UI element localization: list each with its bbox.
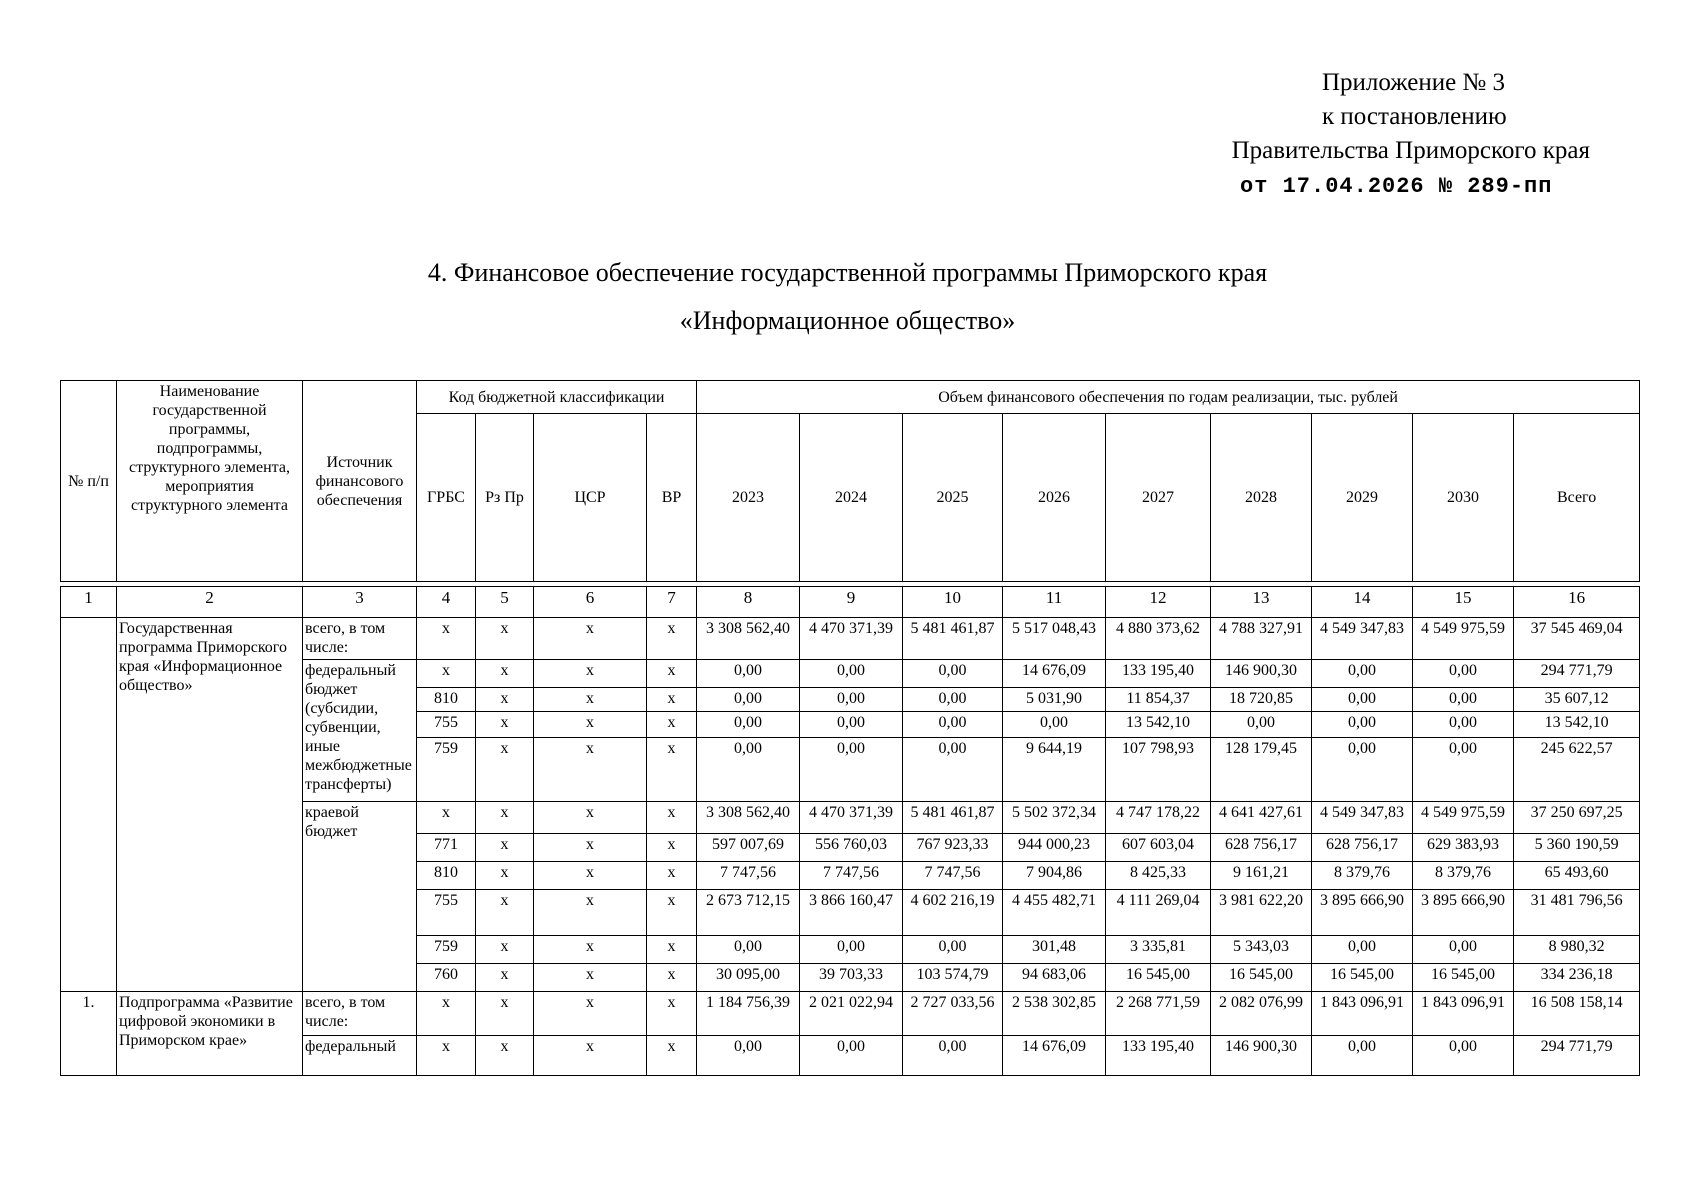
csr-cell: х bbox=[534, 688, 647, 712]
total-cell: 16 508 158,14 bbox=[1514, 992, 1640, 1036]
year-value-cell: 3 981 622,20 bbox=[1211, 890, 1312, 936]
header-csr: ЦСР bbox=[534, 414, 647, 582]
year-value-cell: 0,00 bbox=[800, 712, 903, 738]
year-value-cell: 4 549 347,83 bbox=[1312, 802, 1413, 834]
rzpr-cell: х bbox=[476, 890, 534, 936]
csr-cell: х bbox=[534, 802, 647, 834]
year-value-cell: 2 268 771,59 bbox=[1106, 992, 1211, 1036]
vr-cell: х bbox=[647, 890, 697, 936]
csr-cell: х bbox=[534, 738, 647, 802]
year-value-cell: 8 379,76 bbox=[1312, 862, 1413, 890]
year-value-cell: 0,00 bbox=[1312, 738, 1413, 802]
grbs-cell: 810 bbox=[417, 688, 476, 712]
year-value-cell: 14 676,09 bbox=[1003, 660, 1106, 688]
year-value-cell: 9 161,21 bbox=[1211, 862, 1312, 890]
csr-cell: х bbox=[534, 964, 647, 992]
year-value-cell: 133 195,40 bbox=[1106, 660, 1211, 688]
year-value-cell: 3 895 666,90 bbox=[1312, 890, 1413, 936]
rzpr-cell: х bbox=[476, 712, 534, 738]
year-value-cell: 5 502 372,34 bbox=[1003, 802, 1106, 834]
csr-cell: х bbox=[534, 862, 647, 890]
appendix-authority: Правительства Приморского края bbox=[1231, 137, 1590, 164]
csr-cell: х bbox=[534, 1036, 647, 1076]
rzpr-cell: х bbox=[476, 738, 534, 802]
year-value-cell: 0,00 bbox=[1312, 688, 1413, 712]
year-value-cell: 944 000,23 bbox=[1003, 834, 1106, 862]
year-value-cell: 4 549 347,83 bbox=[1312, 618, 1413, 660]
year-value-cell: 2 538 302,85 bbox=[1003, 992, 1106, 1036]
year-value-cell: 628 756,17 bbox=[1211, 834, 1312, 862]
rzpr-cell: х bbox=[476, 936, 534, 964]
table-row bbox=[61, 992, 1640, 1036]
grbs-cell: х bbox=[417, 1036, 476, 1076]
year-value-cell: 607 603,04 bbox=[1106, 834, 1211, 862]
vr-cell: х bbox=[647, 834, 697, 862]
csr-cell: х bbox=[534, 936, 647, 964]
csr-cell: х bbox=[534, 660, 647, 688]
rzpr-cell: х bbox=[476, 834, 534, 862]
year-value-cell: 0,00 bbox=[1413, 712, 1514, 738]
header-2027: 2027 bbox=[1106, 414, 1211, 582]
year-value-cell: 2 727 033,56 bbox=[903, 992, 1003, 1036]
subprogram-name-cell: Подпрограмма «Развитие цифровой экономики в Приморском крае» bbox=[117, 992, 303, 1076]
year-value-cell: 0,00 bbox=[1003, 712, 1106, 738]
grbs-cell: 755 bbox=[417, 890, 476, 936]
year-value-cell: 16 545,00 bbox=[1211, 964, 1312, 992]
year-value-cell: 4 602 216,19 bbox=[903, 890, 1003, 936]
header-2029: 2029 bbox=[1312, 414, 1413, 582]
year-value-cell: 5 481 461,87 bbox=[903, 802, 1003, 834]
vr-cell: х bbox=[647, 688, 697, 712]
year-value-cell: 0,00 bbox=[1413, 1036, 1514, 1076]
total-cell: 294 771,79 bbox=[1514, 1036, 1640, 1076]
header-2028: 2028 bbox=[1211, 414, 1312, 582]
grbs-cell: 755 bbox=[417, 712, 476, 738]
year-value-cell: 4 470 371,39 bbox=[800, 802, 903, 834]
year-value-cell: 16 545,00 bbox=[1106, 964, 1211, 992]
year-value-cell: 94 683,06 bbox=[1003, 964, 1106, 992]
year-value-cell: 4 641 427,61 bbox=[1211, 802, 1312, 834]
appendix-block bbox=[1170, 66, 1590, 204]
year-value-cell: 301,48 bbox=[1003, 936, 1106, 964]
year-value-cell: 0,00 bbox=[697, 1036, 800, 1076]
vr-cell: х bbox=[647, 992, 697, 1036]
year-value-cell: 2 082 076,99 bbox=[1211, 992, 1312, 1036]
year-value-cell: 103 574,79 bbox=[903, 964, 1003, 992]
total-cell: 37 545 469,04 bbox=[1514, 618, 1640, 660]
year-value-cell: 2 673 712,15 bbox=[697, 890, 800, 936]
csr-cell: х bbox=[534, 992, 647, 1036]
year-value-cell: 0,00 bbox=[1312, 660, 1413, 688]
header-2026: 2026 bbox=[1003, 414, 1106, 582]
year-value-cell: 0,00 bbox=[800, 936, 903, 964]
column-number: 14 bbox=[1312, 587, 1413, 618]
year-value-cell: 0,00 bbox=[1211, 712, 1312, 738]
source-federal-cell: федеральный бюджет (субсидии, субвенции, иные межбюджетные трансферты) bbox=[303, 660, 417, 802]
header-grbs: ГРБС bbox=[417, 414, 476, 582]
grbs-cell: 810 bbox=[417, 862, 476, 890]
total-cell: 65 493,60 bbox=[1514, 862, 1640, 890]
grbs-cell: 760 bbox=[417, 964, 476, 992]
header-name: Наименование государственной программы, подпрограммы, структурного элемента, мероприятия структурного элемента bbox=[117, 381, 303, 582]
header-total: Всего bbox=[1514, 414, 1640, 582]
header-rzpr: Рз Пр bbox=[476, 414, 534, 582]
vr-cell: х bbox=[647, 738, 697, 802]
vr-cell: х bbox=[647, 660, 697, 688]
source-all-cell: всего, в том числе: bbox=[303, 992, 417, 1036]
document-subtitle: «Информационное общество» bbox=[679, 306, 1016, 335]
year-value-cell: 597 007,69 bbox=[697, 834, 800, 862]
grbs-cell: х bbox=[417, 992, 476, 1036]
year-value-cell: 4 747 178,22 bbox=[1106, 802, 1211, 834]
year-value-cell: 133 195,40 bbox=[1106, 1036, 1211, 1076]
header-source: Источник финансового обеспечения bbox=[303, 381, 417, 582]
header-2030: 2030 bbox=[1413, 414, 1514, 582]
year-value-cell: 767 923,33 bbox=[903, 834, 1003, 862]
year-value-cell: 11 854,37 bbox=[1106, 688, 1211, 712]
year-value-cell: 0,00 bbox=[903, 712, 1003, 738]
year-value-cell: 0,00 bbox=[903, 660, 1003, 688]
year-value-cell: 16 545,00 bbox=[1312, 964, 1413, 992]
vr-cell: х bbox=[647, 1036, 697, 1076]
rzpr-cell: х bbox=[476, 964, 534, 992]
year-value-cell: 30 095,00 bbox=[697, 964, 800, 992]
grbs-cell: х bbox=[417, 802, 476, 834]
year-value-cell: 3 335,81 bbox=[1106, 936, 1211, 964]
year-value-cell: 0,00 bbox=[800, 660, 903, 688]
column-number: 4 bbox=[417, 587, 476, 618]
grbs-cell: 759 bbox=[417, 936, 476, 964]
year-value-cell: 4 111 269,04 bbox=[1106, 890, 1211, 936]
year-value-cell: 8 425,33 bbox=[1106, 862, 1211, 890]
year-value-cell: 0,00 bbox=[697, 936, 800, 964]
year-value-cell: 8 379,76 bbox=[1413, 862, 1514, 890]
total-cell: 5 360 190,59 bbox=[1514, 834, 1640, 862]
year-value-cell: 3 308 562,40 bbox=[697, 802, 800, 834]
year-value-cell: 0,00 bbox=[1312, 712, 1413, 738]
column-number: 6 bbox=[534, 587, 647, 618]
year-value-cell: 5 481 461,87 bbox=[903, 618, 1003, 660]
year-value-cell: 0,00 bbox=[697, 688, 800, 712]
year-value-cell: 0,00 bbox=[903, 936, 1003, 964]
header-vr: ВР bbox=[647, 414, 697, 582]
column-number-row bbox=[61, 587, 1640, 618]
year-value-cell: 0,00 bbox=[903, 1036, 1003, 1076]
column-number: 16 bbox=[1514, 587, 1640, 618]
grbs-cell: 759 bbox=[417, 738, 476, 802]
row-number-cell: 1. bbox=[61, 992, 117, 1076]
year-value-cell: 1 843 096,91 bbox=[1413, 992, 1514, 1036]
grbs-cell: х bbox=[417, 618, 476, 660]
year-value-cell: 3 866 160,47 bbox=[800, 890, 903, 936]
total-cell: 334 236,18 bbox=[1514, 964, 1640, 992]
column-number: 7 bbox=[647, 587, 697, 618]
year-value-cell: 0,00 bbox=[903, 738, 1003, 802]
header-2023: 2023 bbox=[697, 414, 800, 582]
year-value-cell: 629 383,93 bbox=[1413, 834, 1514, 862]
source-federal-cell: федеральный bbox=[303, 1036, 417, 1076]
column-number: 10 bbox=[903, 587, 1003, 618]
year-value-cell: 7 904,86 bbox=[1003, 862, 1106, 890]
csr-cell: х bbox=[534, 618, 647, 660]
year-value-cell: 146 900,30 bbox=[1211, 660, 1312, 688]
year-value-cell: 128 179,45 bbox=[1211, 738, 1312, 802]
total-cell: 8 980,32 bbox=[1514, 936, 1640, 964]
column-number: 15 bbox=[1413, 587, 1514, 618]
row-number-cell bbox=[61, 618, 117, 992]
grbs-cell: х bbox=[417, 660, 476, 688]
column-number: 12 bbox=[1106, 587, 1211, 618]
year-value-cell: 556 760,03 bbox=[800, 834, 903, 862]
rzpr-cell: х bbox=[476, 1036, 534, 1076]
year-value-cell: 4 455 482,71 bbox=[1003, 890, 1106, 936]
year-value-cell: 0,00 bbox=[1413, 688, 1514, 712]
appendix-reference: к постановлению bbox=[1322, 103, 1507, 130]
vr-cell: х bbox=[647, 964, 697, 992]
header-code-group: Код бюджетной классификации bbox=[417, 381, 697, 414]
year-value-cell: 0,00 bbox=[800, 688, 903, 712]
year-value-cell: 5 343,03 bbox=[1211, 936, 1312, 964]
year-value-cell: 16 545,00 bbox=[1413, 964, 1514, 992]
program-name-cell: Государственная программа Приморского края «Информационное общество» bbox=[117, 618, 303, 992]
year-value-cell: 0,00 bbox=[697, 712, 800, 738]
year-value-cell: 7 747,56 bbox=[697, 862, 800, 890]
vr-cell: х bbox=[647, 802, 697, 834]
total-cell: 35 607,12 bbox=[1514, 688, 1640, 712]
vr-cell: х bbox=[647, 862, 697, 890]
total-cell: 13 542,10 bbox=[1514, 712, 1640, 738]
source-regional-cell: краевой бюджет bbox=[303, 802, 417, 992]
year-value-cell: 0,00 bbox=[1413, 936, 1514, 964]
table-row bbox=[61, 618, 1640, 660]
year-value-cell: 0,00 bbox=[800, 1036, 903, 1076]
year-value-cell: 146 900,30 bbox=[1211, 1036, 1312, 1076]
year-value-cell: 7 747,56 bbox=[800, 862, 903, 890]
year-value-cell: 39 703,33 bbox=[800, 964, 903, 992]
year-value-cell: 0,00 bbox=[697, 738, 800, 802]
year-value-cell: 0,00 bbox=[1312, 936, 1413, 964]
year-value-cell: 0,00 bbox=[903, 688, 1003, 712]
header-num: № п/п bbox=[61, 381, 117, 582]
rzpr-cell: х bbox=[476, 802, 534, 834]
year-value-cell: 4 788 327,91 bbox=[1211, 618, 1312, 660]
csr-cell: х bbox=[534, 834, 647, 862]
year-value-cell: 4 549 975,59 bbox=[1413, 618, 1514, 660]
document-title: 4. Финансовое обеспечение государственной программы Приморского края bbox=[427, 258, 1268, 287]
year-value-cell: 0,00 bbox=[1413, 738, 1514, 802]
financing-table-body bbox=[61, 587, 1640, 1076]
rzpr-cell: х bbox=[476, 862, 534, 890]
year-value-cell: 628 756,17 bbox=[1312, 834, 1413, 862]
column-number: 9 bbox=[800, 587, 903, 618]
year-value-cell: 14 676,09 bbox=[1003, 1036, 1106, 1076]
appendix-number: Приложение № 3 bbox=[1322, 69, 1506, 96]
year-value-cell: 0,00 bbox=[800, 738, 903, 802]
appendix-date-number: от 17.04.2026 № 289-пп bbox=[1240, 174, 1553, 199]
year-value-cell: 1 184 756,39 bbox=[697, 992, 800, 1036]
total-cell: 37 250 697,25 bbox=[1514, 802, 1640, 834]
financing-table bbox=[60, 380, 1640, 1076]
year-value-cell: 13 542,10 bbox=[1106, 712, 1211, 738]
vr-cell: х bbox=[647, 712, 697, 738]
column-number: 11 bbox=[1003, 587, 1106, 618]
total-cell: 245 622,57 bbox=[1514, 738, 1640, 802]
vr-cell: х bbox=[647, 618, 697, 660]
year-value-cell: 1 843 096,91 bbox=[1312, 992, 1413, 1036]
year-value-cell: 4 549 975,59 bbox=[1413, 802, 1514, 834]
total-cell: 31 481 796,56 bbox=[1514, 890, 1640, 936]
vr-cell: х bbox=[647, 936, 697, 964]
year-value-cell: 4 880 373,62 bbox=[1106, 618, 1211, 660]
header-2024: 2024 bbox=[800, 414, 903, 582]
csr-cell: х bbox=[534, 712, 647, 738]
rzpr-cell: х bbox=[476, 660, 534, 688]
year-value-cell: 18 720,85 bbox=[1211, 688, 1312, 712]
year-value-cell: 0,00 bbox=[1413, 660, 1514, 688]
csr-cell: х bbox=[534, 890, 647, 936]
year-value-cell: 9 644,19 bbox=[1003, 738, 1106, 802]
header-volume-group: Объем финансового обеспечения по годам реализации, тыс. рублей bbox=[697, 381, 1640, 414]
rzpr-cell: х bbox=[476, 618, 534, 660]
total-cell: 294 771,79 bbox=[1514, 660, 1640, 688]
year-value-cell: 0,00 bbox=[1312, 1036, 1413, 1076]
year-value-cell: 2 021 022,94 bbox=[800, 992, 903, 1036]
year-value-cell: 3 308 562,40 bbox=[697, 618, 800, 660]
rzpr-cell: х bbox=[476, 992, 534, 1036]
grbs-cell: 771 bbox=[417, 834, 476, 862]
header-2025: 2025 bbox=[903, 414, 1003, 582]
year-value-cell: 5 517 048,43 bbox=[1003, 618, 1106, 660]
year-value-cell: 3 895 666,90 bbox=[1413, 890, 1514, 936]
source-all-cell: всего, в том числе: bbox=[303, 618, 417, 660]
column-number: 1 bbox=[61, 587, 117, 618]
year-value-cell: 0,00 bbox=[697, 660, 800, 688]
year-value-cell: 107 798,93 bbox=[1106, 738, 1211, 802]
column-number: 5 bbox=[476, 587, 534, 618]
column-number: 13 bbox=[1211, 587, 1312, 618]
column-number: 3 bbox=[303, 587, 417, 618]
rzpr-cell: х bbox=[476, 688, 534, 712]
year-value-cell: 5 031,90 bbox=[1003, 688, 1106, 712]
column-number: 8 bbox=[697, 587, 800, 618]
year-value-cell: 4 470 371,39 bbox=[800, 618, 903, 660]
year-value-cell: 7 747,56 bbox=[903, 862, 1003, 890]
column-number: 2 bbox=[117, 587, 303, 618]
